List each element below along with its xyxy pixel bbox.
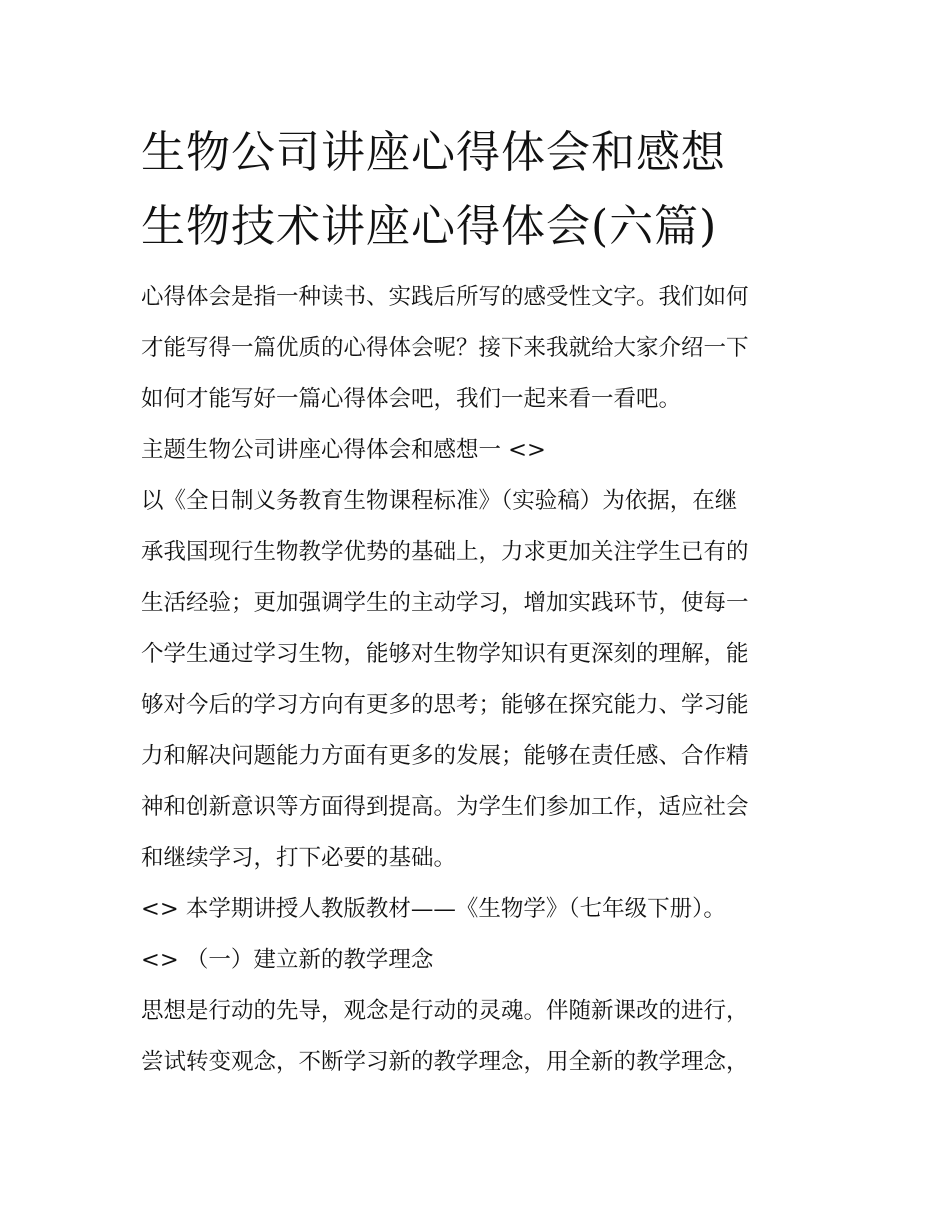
body-line-11: 神和创新意识等方面得到提高。为学生们参加工作，适应社会 [141,794,749,820]
body-line-6: 承我国现行生物教学优势的基础上，力求更加关注学生已有的 [141,539,749,565]
body-line-7: 生活经验；更加强调学生的主动学习，增加实践环节，使每一 [141,590,749,616]
body-line-1: 心得体会是指一种读书、实践后所写的感受性文字。我们如何 [141,284,749,310]
document-body [141,272,831,1088]
body-line-16: 尝试转变观念，不断学习新的教学理念，用全新的教学理念， [141,1049,749,1075]
body-line-4: 主题生物公司讲座心得体会和感想一 <> [141,437,546,463]
body-line-15: 思想是行动的先导，观念是行动的灵魂。伴随新课改的进行， [141,998,749,1024]
body-line-9: 够对今后的学习方向有更多的思考；能够在探究能力、学习能 [141,692,749,718]
body-line-2: 才能写得一篇优质的心得体会呢？接下来我就给大家介绍一下 [141,335,749,361]
body-line-8: 个学生通过学习生物，能够对生物学知识有更深刻的理解，能 [141,641,749,667]
document-content [141,116,831,1088]
body-line-14: <> （一）建立新的教学理念 [141,947,434,973]
body-line-5: 以《全日制义务教育生物课程标准》（实验稿）为依据，在继 [141,488,738,514]
body-line-12: 和继续学习，打下必要的基础。 [141,845,457,871]
document-title [141,116,831,264]
body-line-13: <> 本学期讲授人教版教材——《生物学》（七年级下册）。 [141,896,726,922]
title-line-2: 生物技术讲座心得体会(六篇) [141,201,718,252]
body-line-3: 如何才能写好一篇心得体会吧，我们一起来看一看吧。 [141,386,682,412]
title-line-1: 生物公司讲座心得体会和感想 [141,127,726,178]
body-line-10: 力和解决问题能力方面有更多的发展；能够在责任感、合作精 [141,743,749,769]
